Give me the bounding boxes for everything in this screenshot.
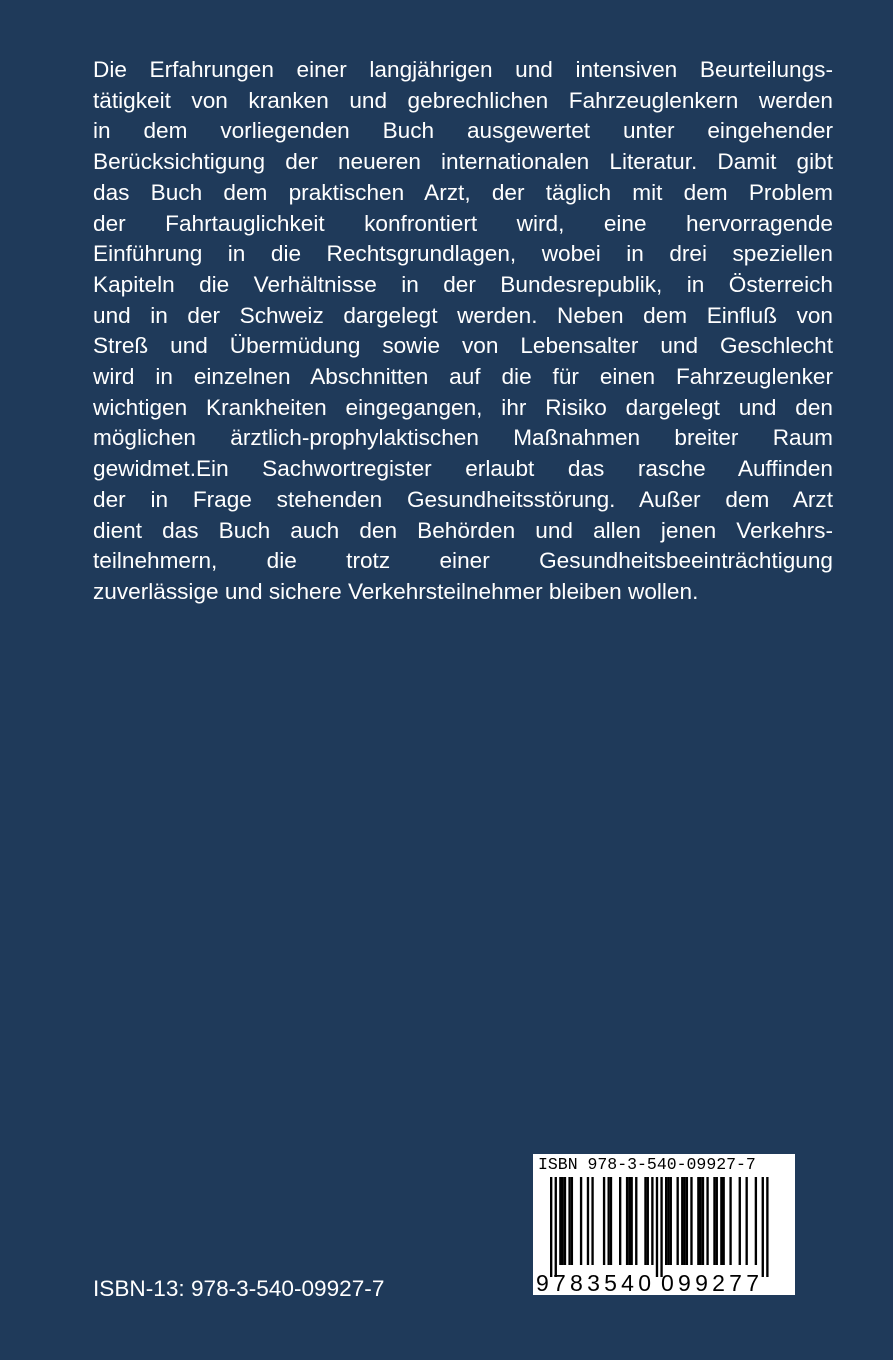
barcode-bar (697, 1177, 699, 1265)
blurb-line: wird in einzelnen Abschnitten auf die für einen Fahrzeuglenker (93, 364, 833, 390)
barcode-bar (647, 1177, 649, 1265)
barcode-bar (746, 1177, 748, 1265)
barcode-bar (766, 1177, 768, 1277)
barcode-bar (580, 1177, 582, 1265)
barcode-bar (626, 1177, 628, 1265)
barcode-bar (619, 1177, 621, 1265)
isbn13-label: ISBN-13: 978-3-540-09927-7 (93, 1276, 385, 1301)
barcode-bar (706, 1177, 708, 1265)
barcode-bar (591, 1177, 593, 1265)
barcode-bar (550, 1177, 552, 1277)
blurb-line: Streß und Übermüdung sowie von Lebensalter und Geschlecht (93, 333, 833, 359)
barcode-bar (739, 1177, 741, 1265)
blurb-line: und in der Schweiz dargelegt werden. Neben dem Einfluß von (93, 302, 833, 328)
barcode-bar (610, 1177, 612, 1265)
barcode-bars (550, 1177, 769, 1277)
barcode-bar (720, 1177, 722, 1265)
barcode-bar (555, 1177, 557, 1277)
blurb-line: gewidmet.Ein Sachwortregister erlaubt das rasche Auffinden (93, 456, 833, 482)
barcode-bar (660, 1177, 662, 1277)
barcode-bar (677, 1177, 679, 1265)
barcode-bar (686, 1177, 688, 1265)
barcode-bar (644, 1177, 646, 1265)
barcode-graphic (533, 1154, 795, 1295)
blurb-line: der Fahrtauglichkeit konfrontiert wird, eine hervorragende (93, 210, 833, 236)
barcode-bar (665, 1177, 667, 1265)
barcode-bar (670, 1177, 672, 1265)
blurb-line: zuverlässige und sichere Verkehrsteilnehmer bleiben wollen. (93, 578, 699, 604)
blurb-line: möglichen ärztlich-prophylaktischen Maßnahmen breiter Raum (93, 425, 833, 451)
barcode-bar (635, 1177, 637, 1265)
barcode-bar (702, 1177, 704, 1265)
barcode-bar (587, 1177, 589, 1265)
barcode-bar (603, 1177, 605, 1265)
barcode-bar (562, 1177, 564, 1265)
barcode-bar (713, 1177, 715, 1265)
barcode-bar (608, 1177, 610, 1265)
blurb-line: Einführung in die Rechtsgrundlagen, wobei in drei speziellen (93, 241, 833, 267)
barcode-bar (683, 1177, 685, 1265)
back-cover-blurb (93, 55, 833, 608)
blurb-line: Die Erfahrungen einer langjährigen und intensiven Beurteilungs- (93, 57, 833, 82)
barcode-bar (700, 1177, 702, 1265)
blurb-line: Berücksichtigung der neueren internationalen Literatur. Damit gibt (93, 149, 833, 175)
barcode-first-digit: 9 (536, 1270, 549, 1295)
barcode-bar (690, 1177, 692, 1265)
barcode-bar (755, 1177, 757, 1265)
barcode-bar (656, 1177, 658, 1277)
barcode-left-digits: 783540 (553, 1270, 651, 1295)
barcode-bar (559, 1177, 561, 1265)
blurb-line: teilnehmern, die trotz einer Gesundheitsbeeinträchtigung (93, 548, 833, 574)
blurb-line: tätigkeit von kranken und gebrechlichen Fahrzeuglenkern werden (93, 87, 833, 113)
barcode-bar (762, 1177, 764, 1277)
blurb-line: in dem vorliegenden Buch ausgewertet unter eingehender (93, 118, 833, 144)
barcode-bar (723, 1177, 725, 1265)
blurb-line: der in Frage stehenden Gesundheitsstörung. Außer dem Arzt (93, 486, 833, 512)
barcode-bar (716, 1177, 718, 1265)
blurb-line: dient das Buch auch den Behörden und allen jenen Verkehrs- (93, 517, 833, 543)
barcode-bar (571, 1177, 573, 1265)
barcode-right-digits: 099277 (661, 1270, 759, 1295)
barcode-bar (651, 1177, 653, 1265)
barcode-bar (667, 1177, 669, 1265)
barcode-bar (729, 1177, 731, 1265)
barcode-bar (681, 1177, 683, 1265)
barcode-bar (628, 1177, 630, 1265)
blurb-line: Kapiteln die Verhältnisse in der Bundesrepublik, in Österreich (93, 271, 833, 297)
barcode-isbn-text: ISBN 978-3-540-09927-7 (538, 1155, 756, 1174)
blurb-line: das Buch dem praktischen Arzt, der täglich mit dem Problem (93, 179, 833, 205)
blurb-line: wichtigen Krankheiten eingegangen, ihr Risiko dargelegt und den (93, 394, 833, 420)
barcode (533, 1154, 795, 1295)
barcode-bar (564, 1177, 566, 1265)
barcode-bar (631, 1177, 633, 1265)
barcode-bar (568, 1177, 570, 1265)
